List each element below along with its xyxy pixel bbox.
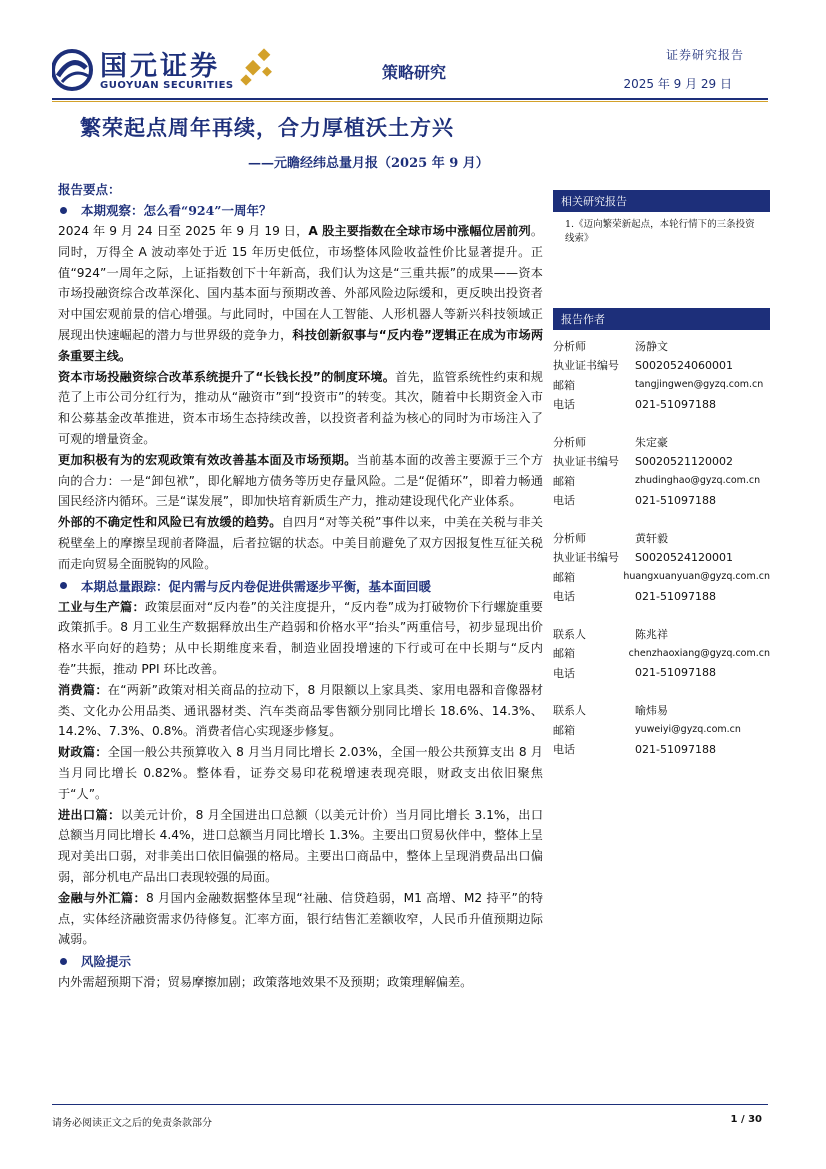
report-date: 2025 年 9 月 29 日 — [623, 77, 732, 91]
author-email[interactable]: zhudinghao@gyzq.com.cn — [635, 475, 761, 487]
contact-phone: 021-51097188 — [635, 742, 716, 756]
section-heading-risk — [58, 952, 543, 970]
contact-name: 陈兆祥 — [635, 627, 668, 641]
report-title: 繁荣起点周年再续，合力厚植沃土方兴 — [80, 115, 454, 140]
author-email[interactable]: tangjingwen@gyzq.com.cn — [635, 379, 764, 391]
section-heading-observation — [58, 201, 543, 219]
paragraph: 金融与外汇篇：8 月国内金融数据整体呈现“社融、信贷趋弱，M1 高增、M2 持平”的特点，实体经济融资需求仍待修复。汇率方面，银行结售汇差额收窄，人民币升值预期边际减弱。 — [58, 890, 543, 947]
author-name: 朱定豪 — [635, 435, 668, 449]
related-report-item[interactable]: 1.《迈向繁荣新起点，本轮行情下的三条投资线索》 — [565, 219, 755, 244]
author-list — [553, 336, 770, 759]
logo-stars-icon — [240, 48, 280, 88]
section-heading-text: 本期观察：怎么看“924”一周年？ — [81, 203, 272, 218]
section-heading-text: 本期总量跟踪：促内需与反内卷促进供需逐步平衡，基本面回暖 — [81, 578, 432, 594]
contact-phone: 021-51097188 — [635, 666, 716, 680]
author-phone: 021-51097188 — [635, 397, 716, 411]
header-divider — [52, 98, 768, 100]
sidebar — [553, 190, 770, 759]
bullet-icon — [60, 582, 67, 589]
section-heading-tracking — [58, 577, 543, 595]
bullet-icon — [60, 207, 67, 214]
contact-email[interactable]: yuweiyi@gyzq.com.cn — [635, 724, 741, 736]
footer-disclaimer: 请务必阅读正文之后的免责条款部分 — [52, 1118, 212, 1129]
paragraph: 进出口篇：以美元计价，8 月全国进出口总额（以美元计价）当月同比增长 3.1%，出口总额当月同比增长 4.4%，进口总额当月同比增长 1.3%。主要出口贸易伙伴中，整体上呈现对美出口弱，对非美出口依旧偏强的格局。主要出口商品中，整体上呈现消费品出口偏弱，部分机电产品出口表现较强的局面。 — [58, 807, 544, 884]
paragraph: 工业与生产篇：政策层面对“反内卷”的关注度提升，“反内卷”成为打破物价下行螺旋重要政策抓手。8 月工业生产数据释放出生产趋弱和价格水平“抬头”两重信号，初步显现出价格水平向好的趋势；从中长期维度来看，制造业固投增速的下行或可在中长期与“反内卷”共振，推动 PPI 环比改善。 — [58, 599, 543, 676]
paragraph: 外部的不确定性和风险已有放缓的趋势。自四月“对等关税”事件以来，中美在关税与非关税壁垒上的摩擦呈现前者降温，后者拉锯的状态。中美目前避免了双方因报复性互征关税而走向贸易全面脱钩的风险。 — [58, 515, 543, 571]
author-phone: 021-51097188 — [635, 493, 716, 507]
footer-divider — [52, 1104, 768, 1105]
contact-name: 喻炜易 — [635, 704, 668, 718]
bullet-icon — [60, 958, 67, 965]
summary-column — [58, 180, 543, 993]
risk-paragraph: 内外需超预期下滑；贸易摩擦加剧；政策落地效果不及预期；政策理解偏差。 — [58, 975, 473, 990]
report-subtitle: ——元瞻经纬总量月报（2025 年 9 月） — [248, 156, 489, 171]
report-category: 策略研究 — [382, 63, 447, 82]
author-phone: 021-51097188 — [635, 589, 716, 603]
paragraph: 财政篇：全国一般公共预算收入 8 月当月同比增长 2.03%，全国一般公共预算支出 8 月当月同比增长 0.82%。整体看，证券交易印花税增速表现亮眼，财政支出依旧聚焦于“人”。 — [58, 745, 543, 801]
author-card: 分析师 汤静文 执业证书编号 S0020524060001 邮箱 tangjingwen@gyzq.com.cn 电话 021-51097188 — [553, 336, 770, 414]
header-divider-accent — [52, 101, 768, 102]
author-name: 汤静文 — [635, 339, 668, 353]
author-cert: S0020524060001 — [635, 358, 733, 372]
document-type: 证券研究报告 — [665, 48, 744, 62]
summary-label: 报告要点： — [58, 182, 121, 197]
paragraph: 消费篇：在“两新”政策对相关商品的拉动下，8 月限额以上家具类、家用电器和音像器材类、文化办公用品类、通讯器材类、汽车类商品零售额分别同比增长 18.6%、14.3%、14.2%、7.3%、0.8%。消费者信心实现逐步修复。 — [58, 682, 544, 739]
section-heading-text: 风险提示 — [81, 954, 132, 970]
author-cert: S0020521120002 — [635, 454, 733, 468]
contact-card: 联系人 喻炜易 邮箱 yuweiyi@gyzq.com.cn 电话 021-51097188 — [553, 701, 770, 760]
related-reports-heading: 相关研究报告 — [553, 190, 770, 212]
author-name: 黄轩毅 — [635, 531, 668, 545]
authors-heading: 报告作者 — [553, 308, 770, 330]
paragraph: 2024 年 9 月 24 日至 2025 年 9 月 19 日，A 股主要指数在全球市场中涨幅位居前列。同时，万得全 A 波动率处于近 15 年历史低位，市场整体风险收益性价比显著提升。正值“924”一周年之际，上证指数创下十年新高，我们认为这是“三重共振”的成果——资本市场投融资综合改革深化、国内基本面与预期改善、外部风险边际缓和，更反映出投资者对中国宏观前景的信心增强。与此同时，中国在人工智能、人形机器人等新兴科技领域正展现出快速崛起的潜力与世界级的竞争力，科技创新叙事与“反内卷”逻辑正在成为市场两条重要主线。 — [58, 224, 544, 363]
author-card: 分析师 朱定豪 执业证书编号 S0020521120002 邮箱 zhudinghao@gyzq.com.cn 电话 021-51097188 — [553, 432, 770, 510]
paragraph: 更加积极有为的宏观政策有效改善基本面及市场预期。当前基本面的改善主要源于三个方向的合力：一是“卸包袱”，即化解地方债务等历史存量风险。二是“促循环”，即着力畅通国民经济内循环。三是“谋发展”，即加快培育新质生产力，推动建设现代化产业体系。 — [58, 452, 544, 509]
company-logo — [52, 40, 282, 102]
logo-text-en: GUOYUAN SECURITIES — [100, 80, 234, 91]
author-cert: S0020524120001 — [635, 550, 733, 564]
author-card: 分析师 黄轩毅 执业证书编号 S0020524120001 邮箱 huangxuanyuan@gyzq.com.cn 电话 021-51097188 — [553, 531, 770, 604]
paragraph: 资本市场投融资综合改革系统提升了“长钱长投”的制度环境。首先，监管系统性约束和规范了上市公司分红行为，推动从“融资市”到“投资市”的转变。其次，随着中长期资金入市和公募基金改革推进，资本市场生态持续改善，以投资者利益为核心的同时为市场注入了可观的增量资金。 — [58, 369, 543, 446]
logo-text-cn: 国元证券 — [100, 51, 220, 82]
author-email[interactable]: huangxuanyuan@gyzq.com.cn — [623, 571, 770, 583]
page-number: 1 / 30 — [730, 1114, 762, 1125]
contact-email[interactable]: chenzhaoxiang@gyzq.com.cn — [628, 647, 770, 659]
logo-mark-icon — [52, 46, 96, 96]
contact-card: 联系人 陈兆祥 邮箱 chenzhaoxiang@gyzq.com.cn 电话 021-51097188 — [553, 627, 770, 680]
